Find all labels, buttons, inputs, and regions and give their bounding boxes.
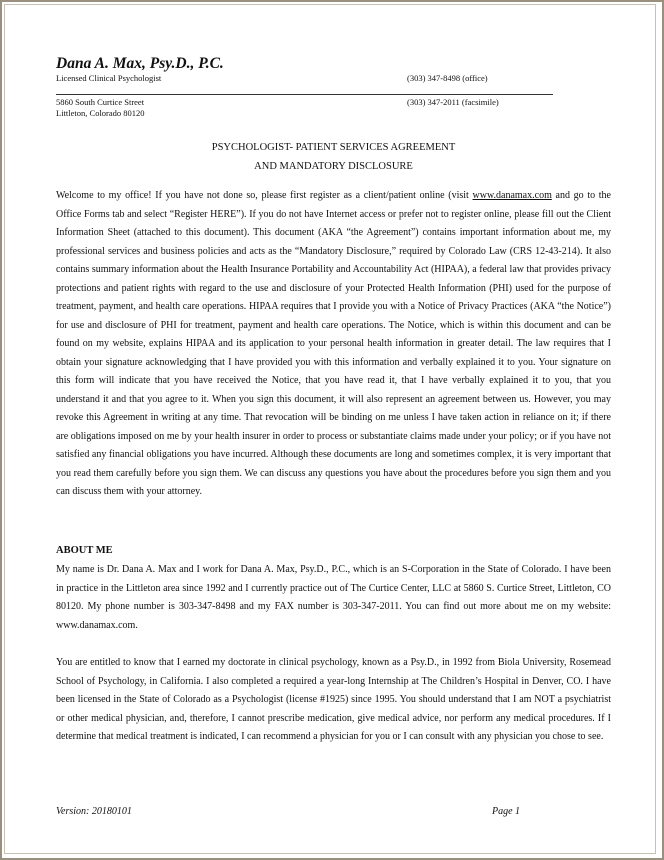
practice-name: Dana A. Max, Psy.D., P.C. [56,55,224,72]
about-heading: ABOUT ME [56,545,113,556]
street-address: 5860 South Curtice Street [56,97,145,107]
city-address: Littleton, Colorado 80120 [56,108,145,118]
page-number: Page 1 [492,806,521,817]
header-divider [56,94,553,95]
practice-title: Licensed Clinical Psychologist [56,73,162,83]
intro-paragraph [56,187,611,502]
document-title-line1: PSYCHOLOGIST- PATIENT SERVICES AGREEMENT [211,142,456,153]
website-link[interactable]: www.danamax.com [472,190,552,201]
about-paragraph-1: My name is Dr. Dana A. Max and I work for Dana A. Max, Psy.D., P.C., which is an S-Corporation in the State of Colorado. I have been in practice in the Littleton area since 1992 and I currently practice out of The Curtice Center, LLC at 5860 S. Curtice Street, Littleton, CO 80120. My phone number is 303-347-8498 and my FAX number is 303-347-2011. You can find out more about me on my website: www.danamax.com. [56,564,611,631]
about-paragraph-2: You are entitled to know that I earned my doctorate in clinical psychology, known as a Psy.D., in 1992 from Biola University, Rosemead School of Psychology, in California. I also completed a required a year-long Internship at The Children’s Hospital in Denver, CO. I have been licensed in the State of Colorado as a Psychologist (license #1925) since 1995. You should understand that I am NOT a psychiatrist or other medical physician, and, therefore, I cannot prescribe medication, give medical advice, nor perform any medical procedures. If I determine that medical treatment is indicated, I can recommend a physician for you or I can consult with any physician you chose to see. [56,657,611,742]
office-phone: (303) 347-8498 (office) [407,73,488,83]
intro-text-rest: and go to the Office Forms tab and select “Register HERE”). If you do not have Internet access or prefer not to register online, please fill out the Client Information Sheet (attached to this document). This document (AKA “the Agreement”) contains important information about me, my professional services and business policies and acts as the “Mandatory Disclosure,” required by Colorado Law (CRS 12-43-214). It also contains summary information about the Health Insurance Portability and Accountability Act (HIPAA), a federal law that provides privacy protections and patient rights with regard to the use and disclosure of your Protected Health Information (PHI) used for the purpose of treatment, payment, and health care operations. HIPAA requires that I provide you with a Notice of Privacy Practices (AKA “the Notice”) for use and disclosure of PHI for treatment, payment and health care operations. The Notice, which is within this document and can be found on my website, explains HIPAA and its application to your personal health information in greater detail. The law requires that I obtain your signature acknowledging that I have provided you with this information and verbally explained it to you. Your signature on this form will indicate that you have received the Notice, that you have read it, that I have verbally explained it to you, that you understand it and that you agree to it. When you sign this document, it will also represent an agreement between us. However, you may revoke this Agreement in writing at any time. That revocation will be binding on me unless I have taken action in reliance on it; if there are obligations imposed on me by your health insurer in order to process or substantiate claims made under your policy; or if you have not satisfied any financial obligations you have incurred. Although these documents are long and sometimes complex, it is very important that you read them carefully before you sign them. We can discuss any questions you have about the procedures before you sign them and you can discuss them with your attorney. [56,190,611,497]
version-label: Version: 20180101 [56,806,132,817]
intro-text-start: Welcome to my office! If you have not done so, please first register as a client/patient online (visit [56,190,473,201]
document-title-line2: AND MANDATORY DISCLOSURE [254,161,413,172]
fax-phone: (303) 347-2011 (facsimile) [407,97,499,107]
